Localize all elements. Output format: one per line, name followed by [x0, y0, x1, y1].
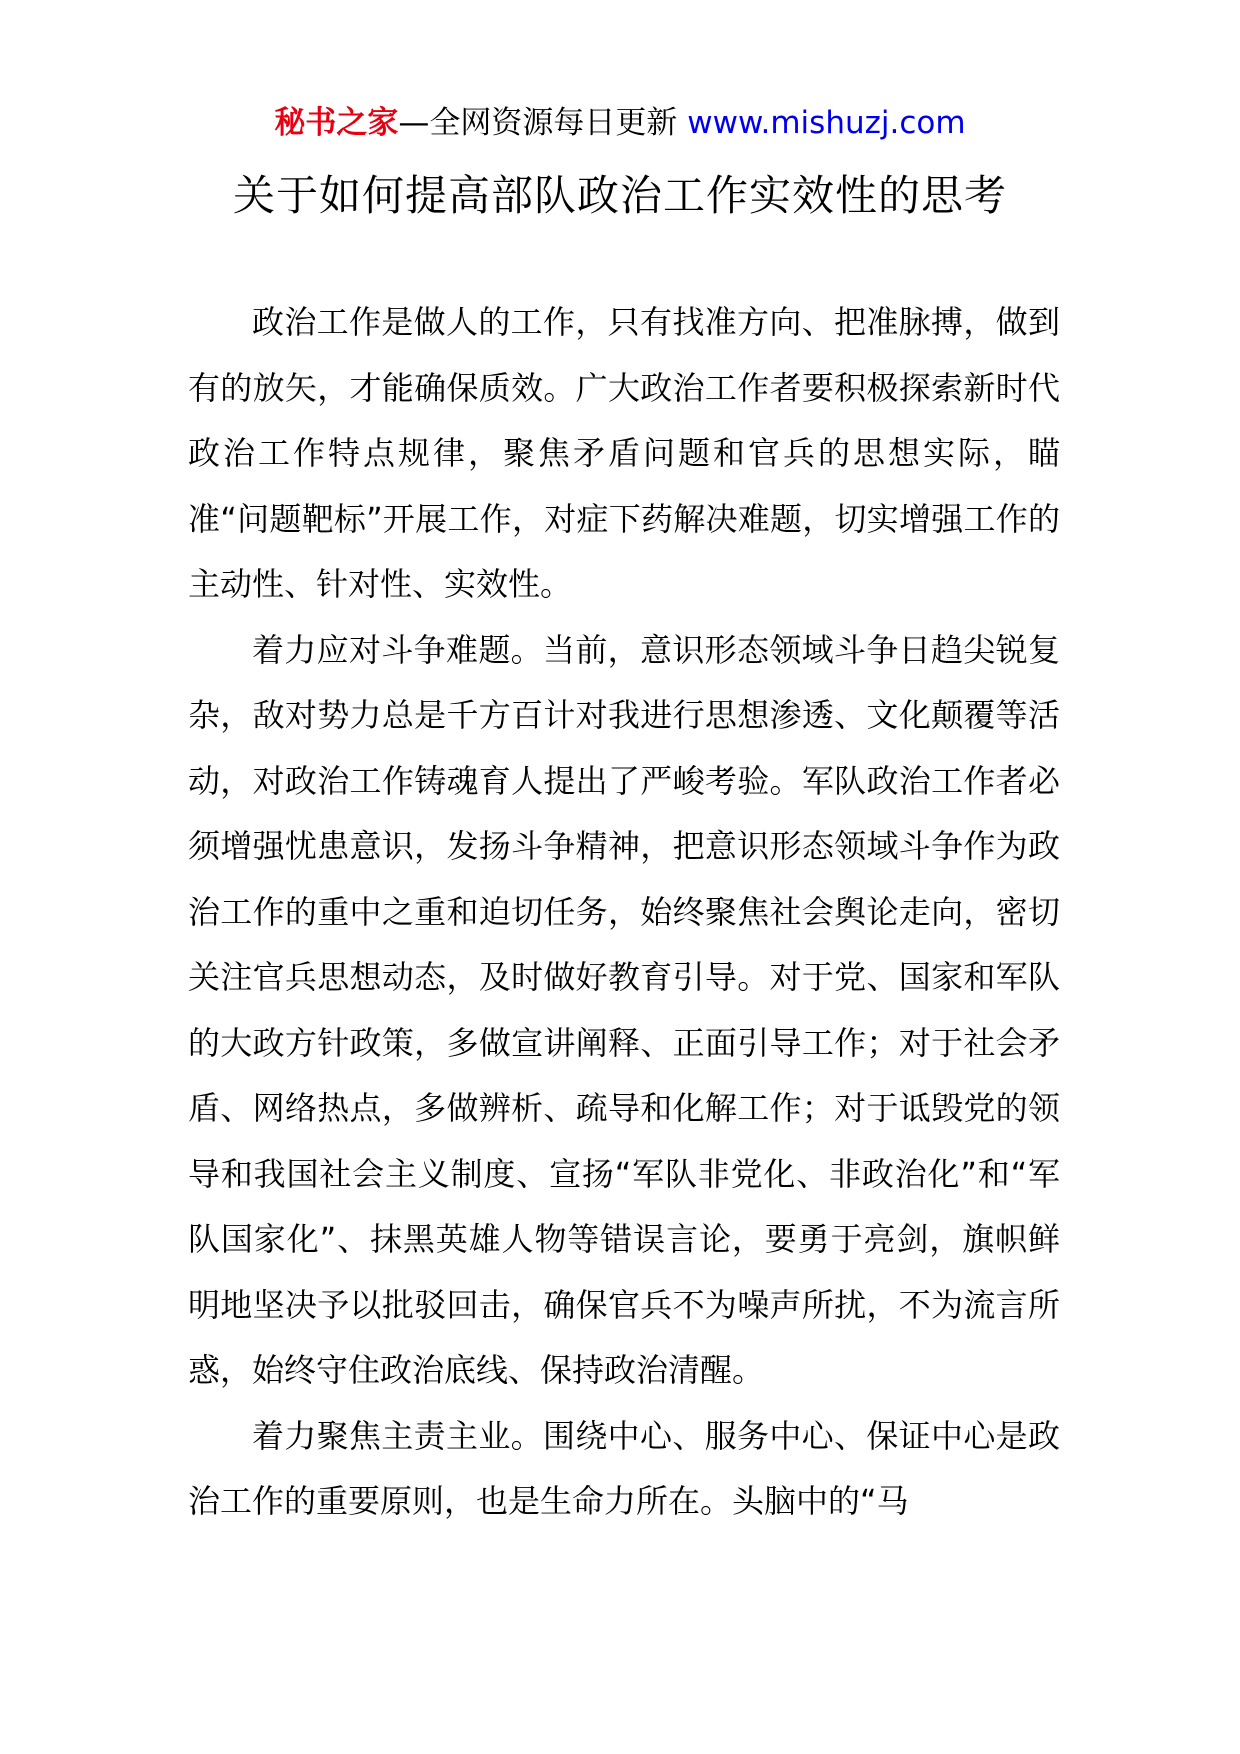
site-url-link[interactable]: www.mishuzj.com — [687, 105, 966, 141]
brand-name: 秘书之家 — [274, 105, 399, 141]
document-body — [188, 290, 1060, 1535]
site-banner — [0, 100, 1240, 146]
paragraph-struggle: 着力应对斗争难题。当前，意识形态领域斗争日趋尖锐复杂，敌对势力总是千方百计对我进行思想渗透、文化颠覆等活动，对政治工作铸魂育人提出了严峻考验。军队政治工作者必须增强忧患意识，发扬斗争精神，把意识形态领域斗争作为政治工作的重中之重和迫切任务，始终聚焦社会舆论走向，密切关注官兵思想动态，及时做好教育引导。对于党、国家和军队的大政方针政策，多做宣讲阐释、正面引导工作；对于社会矛盾、网络热点，多做辨析、疏导和化解工作；对于诋毁党的领导和我国社会主义制度、宣扬“军队非党化、非政治化”和“军队国家化”、抹黑英雄人物等错误言论，要勇于亮剑，旗帜鲜明地坚决予以批驳回击，确保官兵不为噪声所扰，不为流言所惑，始终守住政治底线、保持政治清醒。 — [188, 630, 1060, 1389]
paragraph-intro: 政治工作是做人的工作，只有找准方向、把准脉搏，做到有的放矢，才能确保质效。广大政治工作者要积极探索新时代政治工作特点规律，聚焦矛盾问题和官兵的思想实际，瞄准“问题靶标”开展工作，对症下药解决难题，切实增强工作的主动性、针对性、实效性。 — [188, 303, 1060, 603]
paragraph-focus: 着力聚焦主责主业。围绕中心、服务中心、保证中心是政治工作的重要原则，也是生命力所在。头脑中的“马 — [188, 1416, 1060, 1520]
document-title: 关于如何提高部队政治工作实效性的思考 — [232, 171, 1007, 220]
banner-tagline: —全网资源每日更新 — [398, 105, 678, 141]
